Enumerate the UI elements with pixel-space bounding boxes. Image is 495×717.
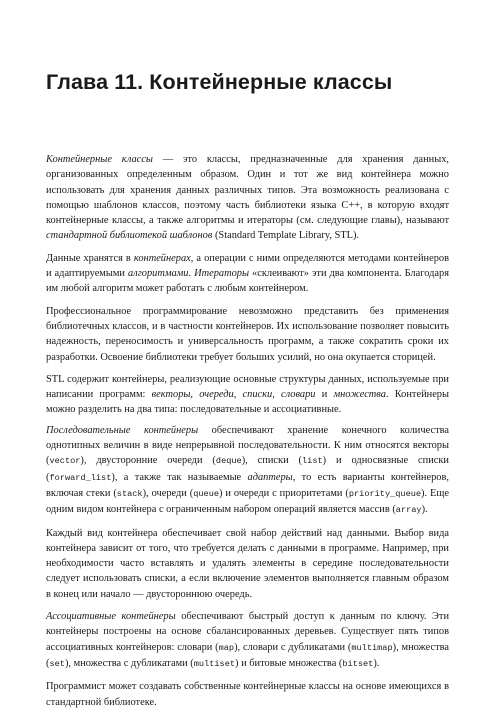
text-span: ), двусторонние очереди (: [80, 455, 216, 467]
term-containers: контейнерах: [133, 252, 191, 264]
paragraph-professional-programming: [46, 304, 449, 365]
text-span: «склеивают» эти два компонента. Благодаря им любой алгоритм может работать с любым контейнером.: [46, 268, 449, 295]
text-span: ) и односвязные списки (: [46, 455, 449, 483]
code-array: array: [395, 505, 422, 516]
text-span: , то есть варианты контейнеров, включая стеки (: [46, 471, 449, 499]
paragraph-container-choice: [46, 526, 449, 602]
text-span: ). Еще одним видом контейнера с ограниченным набором операций является массив (: [46, 487, 449, 516]
code-set: set: [49, 658, 65, 669]
code-stack: stack: [116, 488, 143, 499]
text-span: Программист может создавать собственные контейнерные классы на основе имеющихся в стандартной библиотеке.: [46, 681, 449, 708]
term-container-classes: Контейнерные классы: [46, 154, 153, 165]
code-bitset: bitset: [342, 658, 374, 669]
paragraph-stl-contents: [46, 372, 449, 418]
code-forward-list: forward_list: [49, 472, 112, 483]
term-sets: множества: [333, 389, 386, 401]
text-span: Данные хранятся в: [46, 252, 134, 264]
chapter-body: [46, 152, 449, 717]
code-multiset: multiset: [193, 658, 236, 669]
text-span: ), словари с дубликатами (: [234, 641, 352, 653]
text-span: , а операции с ними определяются методами контейнеров и адаптируемыми: [46, 252, 450, 280]
code-deque: deque: [215, 456, 242, 467]
code-priority-queue: priority_queue: [348, 488, 422, 499]
text-span: STL содержит контейнеры, реализующие основные структуры данных, используемые при написании программ:: [46, 373, 449, 401]
text-span: ) и битовые множества (: [235, 657, 343, 669]
code-vector: vector: [49, 456, 81, 467]
term-sequence-containers: Последовательные контейнеры: [46, 424, 199, 436]
text-span: и: [315, 389, 334, 401]
text-span: ), а также так называемые: [111, 471, 248, 483]
chapter-title: Глава 11. Контейнерные классы: [46, 70, 393, 94]
text-span: ), списки (: [241, 455, 303, 467]
code-multimap: multimap: [351, 642, 393, 653]
paragraph-custom-containers: [46, 679, 449, 710]
term-data-structures: векторы, очереди, списки, словари: [151, 389, 316, 401]
term-algorithms: алгоритмами: [127, 268, 189, 280]
paragraph-associative-containers: [46, 609, 449, 672]
text-span: — это классы, предназначенные для хранения данных, организованных определенным образом. Один и тот же вид контейнера можно использовать для хранения данных различных типов. Эта возможность реализована с помощью шаблонов классов, поэтому часть библиотеки языка C++, в которую входят контейнерные классы, а также алгоритмы и итераторы (см. следующие главы), называют: [46, 154, 449, 227]
text-span: . Контейнеры можно разделить на два типа: последовательные и ассоциативные.: [46, 389, 449, 416]
paragraph-containers-algorithms: [46, 251, 449, 297]
text-span: обеспечивают быстрый доступ к данным по ключу. Эти контейнеры построены на основе сбалансированных деревьев. Существует пять типов ассоциативных контейнеров: словари (: [46, 611, 450, 653]
code-map: map: [218, 642, 235, 653]
text-span: Профессиональное программирование невозможно представить без применения библиотечных классов, и в частности контейнеров. Их использование позволяет повысить надежность, переносимость и универсальность программ, а также сократить сроки их разработки. Освоение библиотеки требует больших усилий, но она окупается сторицей.: [46, 305, 449, 363]
text-span: обеспечивают хранение конечного количества однотипных величин в виде непрерывной последовательности. К ним относятся векторы (: [46, 424, 449, 467]
text-span: ).: [421, 504, 428, 516]
term-iterators: Итераторы: [194, 268, 250, 280]
code-queue: queue: [193, 488, 220, 499]
text-span: ) и очереди с приоритетами (: [219, 487, 349, 499]
code-list: list: [302, 456, 323, 467]
term-associative-containers: Ассоциативные контейнеры: [46, 611, 176, 623]
text-span: ), множества (: [46, 641, 450, 669]
text-span: .: [188, 268, 195, 280]
text-span: ), очереди (: [142, 487, 194, 499]
term-stl: стандартной библиотекой шаблонов: [46, 230, 213, 242]
paragraph-container-classes: [46, 152, 449, 244]
paragraph-sequence-containers: [46, 423, 449, 519]
text-span: ), множества с дубликатами (: [64, 657, 194, 669]
text-span: (Standard Template Library, STL).: [212, 230, 360, 242]
term-adapters: адаптеры: [247, 471, 293, 483]
text-span: ).: [373, 657, 380, 669]
text-span: Каждый вид контейнера обеспечивает свой набор действий над данными. Выбор вида контейнера зависит от того, что требуется делать с данными в программе. Например, при необходимости часто вставлять и удалять элементы в середине последовательности следует использовать списки, а если включение элементов выполняется главным образом в конец или начало — двустороннюю очередь.: [46, 527, 449, 600]
